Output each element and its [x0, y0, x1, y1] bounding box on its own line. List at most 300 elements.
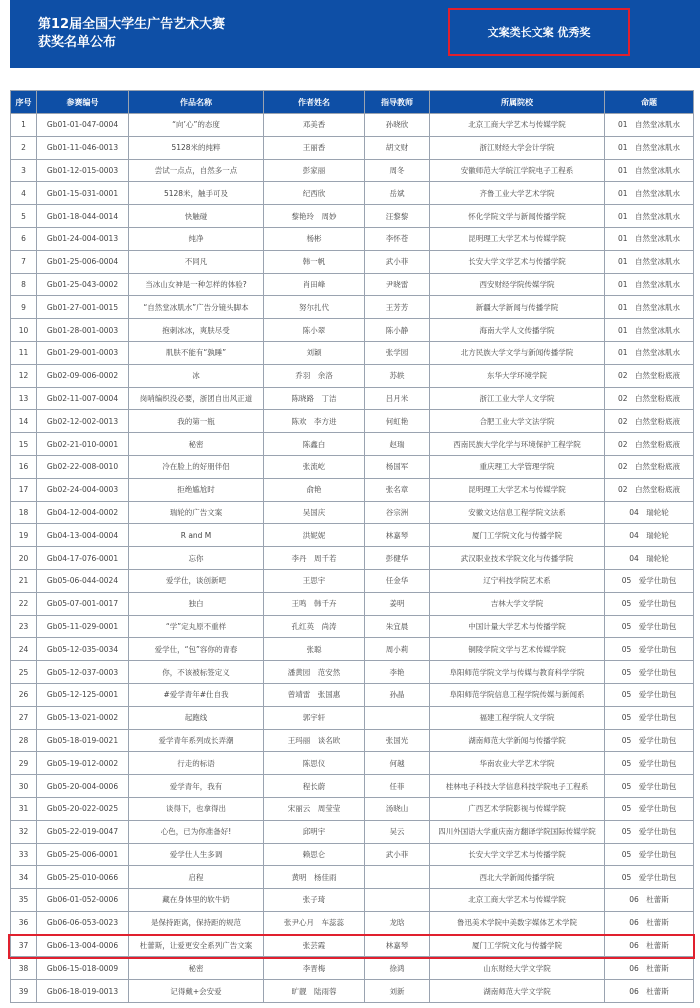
cell-entry-id: Gb02-24-004-0003: [37, 478, 129, 501]
cell-index: 11: [11, 341, 37, 364]
cell-school: 西南民族大学化学与环境保护工程学院: [430, 433, 605, 456]
table-row: [11, 661, 694, 684]
cell-entry-id: Gb04-13-004-0004: [37, 524, 129, 547]
cell-advisor: 尹晓雷: [365, 273, 430, 296]
cell-school: 昆明理工大学艺术与传媒学院: [430, 478, 605, 501]
cell-school: 浙江财经大学会计学院: [430, 136, 605, 159]
cell-work-title: 不同凡: [129, 250, 264, 273]
cell-author: 杨彬: [264, 227, 365, 250]
cell-topic: 05 爱学仕助包: [605, 843, 694, 866]
cell-entry-id: Gb05-25-010-0066: [37, 866, 129, 889]
cell-advisor: 彭健华: [365, 547, 430, 570]
cell-school: 湖南师范大学文学院: [430, 980, 605, 1003]
cell-work-title: 爱学青年系列成长弄潮: [129, 729, 264, 752]
cell-topic: 04 瑞轮轮: [605, 524, 694, 547]
table-row: [11, 114, 694, 137]
cell-topic: 02 白然堂粉底液: [605, 455, 694, 478]
table-row-highlighted: [11, 934, 694, 957]
cell-school: 齐鲁工业大学艺术学院: [430, 182, 605, 205]
cell-advisor: 吕月米: [365, 387, 430, 410]
cell-topic: 01 自然堂冰肌水: [605, 319, 694, 342]
column-header-index: 序号: [11, 91, 37, 114]
table-row: [11, 455, 694, 478]
cell-school: 北京工商大学艺术与传媒学院: [430, 889, 605, 912]
cell-advisor: 姜明: [365, 592, 430, 615]
cell-index: 34: [11, 866, 37, 889]
cell-author: 潘黄园 范安然: [264, 661, 365, 684]
cell-school: 怀化学院文学与新闻传播学院: [430, 205, 605, 228]
cell-topic: 01 自然堂冰肌水: [605, 114, 694, 137]
cell-author: 陈思仪: [264, 752, 365, 775]
cell-entry-id: Gb06-15-018-0009: [37, 957, 129, 980]
table-row: [11, 341, 694, 364]
cell-school: 西北大学新闻传播学院: [430, 866, 605, 889]
cell-work-title: “学”定丸原不重样: [129, 615, 264, 638]
cell-author: 刘颖: [264, 341, 365, 364]
cell-work-title: 藏在身体里的软牛奶: [129, 889, 264, 912]
cell-entry-id: Gb05-20-022-0025: [37, 797, 129, 820]
cell-author: 张流屹: [264, 455, 365, 478]
cell-entry-id: Gb02-22-008-0010: [37, 455, 129, 478]
cell-school: 四川外国语大学重庆南方翻译学院国际传媒学院: [430, 820, 605, 843]
cell-index: 17: [11, 478, 37, 501]
cell-work-title: 瑞轮的广告文案: [129, 501, 264, 524]
cell-author: 陈小翠: [264, 319, 365, 342]
cell-author: 李丹 周千若: [264, 547, 365, 570]
cell-index: 28: [11, 729, 37, 752]
table-row: [11, 433, 694, 456]
cell-work-title: 我的第一瓶: [129, 410, 264, 433]
table-row: [11, 136, 694, 159]
cell-topic: 02 白然堂粉底液: [605, 478, 694, 501]
cell-work-title: 行走的标语: [129, 752, 264, 775]
column-header-author: 作者姓名: [264, 91, 365, 114]
cell-advisor: 胡文财: [365, 136, 430, 159]
cell-work-title: 抱刺冰冰，爽肤尽受: [129, 319, 264, 342]
cell-entry-id: Gb04-17-076-0001: [37, 547, 129, 570]
cell-index: 25: [11, 661, 37, 684]
cell-work-title: 尝试一点点，自然多一点: [129, 159, 264, 182]
cell-advisor: 周小莉: [365, 638, 430, 661]
cell-entry-id: Gb01-29-001-0003: [37, 341, 129, 364]
cell-advisor: 林嘉琴: [365, 934, 430, 957]
cell-advisor: 谷宗洲: [365, 501, 430, 524]
cell-work-title: 秘密: [129, 433, 264, 456]
cell-topic: 02 白然堂粉底液: [605, 433, 694, 456]
cell-topic: 01 自然堂冰肌水: [605, 250, 694, 273]
cell-advisor: [365, 889, 430, 912]
cell-index: 36: [11, 911, 37, 934]
cell-entry-id: Gb01-28-001-0003: [37, 319, 129, 342]
column-header-work-title: 作品名称: [129, 91, 264, 114]
table-row: [11, 182, 694, 205]
cell-index: 1: [11, 114, 37, 137]
cell-entry-id: Gb05-12-035-0034: [37, 638, 129, 661]
cell-advisor: 苏轶: [365, 364, 430, 387]
column-header-school: 所属院校: [430, 91, 605, 114]
cell-entry-id: Gb05-13-021-0002: [37, 706, 129, 729]
cell-school: 合肥工业大学文法学院: [430, 410, 605, 433]
winners-table: [10, 90, 694, 1003]
cell-topic: 01 自然堂冰肌水: [605, 341, 694, 364]
cell-topic: 01 自然堂冰肌水: [605, 296, 694, 319]
cell-work-title: 5128米的纯粹: [129, 136, 264, 159]
cell-work-title: #爱学青年#仕自我: [129, 683, 264, 706]
cell-school: 浙江工业大学人文学院: [430, 387, 605, 410]
table-row: [11, 843, 694, 866]
cell-author: 努尔扎代: [264, 296, 365, 319]
cell-author: 王丽香: [264, 136, 365, 159]
table-row: [11, 410, 694, 433]
cell-author: 旷靓 陆雨蓉: [264, 980, 365, 1003]
cell-work-title: 忘你: [129, 547, 264, 570]
column-header-advisor: 指导教师: [365, 91, 430, 114]
cell-school: 安徽师范大学皖江学院电子工程系: [430, 159, 605, 182]
cell-school: 长安大学文学艺术与传播学院: [430, 843, 605, 866]
cell-index: 32: [11, 820, 37, 843]
column-header-topic: 命题: [605, 91, 694, 114]
cell-work-title: 5128米，触手可及: [129, 182, 264, 205]
cell-work-title: 记得戴+会安爱: [129, 980, 264, 1003]
cell-advisor: 任金华: [365, 569, 430, 592]
cell-entry-id: Gb05-19-012-0002: [37, 752, 129, 775]
cell-school: 阜阳师范学院信息工程学院传媒与新闻系: [430, 683, 605, 706]
cell-advisor: 陈小静: [365, 319, 430, 342]
cell-school: 吉林大学文学院: [430, 592, 605, 615]
cell-author: 李晋梅: [264, 957, 365, 980]
cell-advisor: 李艳: [365, 661, 430, 684]
cell-entry-id: Gb05-12-037-0003: [37, 661, 129, 684]
cell-index: 12: [11, 364, 37, 387]
cell-author: 张芸霞: [264, 934, 365, 957]
cell-work-title: 启程: [129, 866, 264, 889]
cell-topic: 02 白然堂粉底液: [605, 364, 694, 387]
cell-author: 邱明宇: [264, 820, 365, 843]
cell-author: 王玛丽 谈名欧: [264, 729, 365, 752]
cell-author: 宋丽云 周莹莹: [264, 797, 365, 820]
cell-advisor: 任菲: [365, 775, 430, 798]
cell-author: 黎艳玲 周妙: [264, 205, 365, 228]
cell-topic: 04 瑞轮轮: [605, 501, 694, 524]
cell-entry-id: Gb05-18-019-0021: [37, 729, 129, 752]
cell-advisor: 岳斌: [365, 182, 430, 205]
cell-topic: 05 爱学仕助包: [605, 615, 694, 638]
cell-topic: 05 爱学仕助包: [605, 775, 694, 798]
table-row: [11, 615, 694, 638]
cell-topic: 01 自然堂冰肌水: [605, 159, 694, 182]
cell-author: 孔红英 尚涛: [264, 615, 365, 638]
cell-advisor: 孙晶: [365, 683, 430, 706]
cell-index: 2: [11, 136, 37, 159]
cell-school: 新疆大学新闻与传播学院: [430, 296, 605, 319]
cell-author: 肖田峰: [264, 273, 365, 296]
cell-school: 西安财经学院传媒学院: [430, 273, 605, 296]
cell-entry-id: Gb05-07-001-0017: [37, 592, 129, 615]
table-row: [11, 250, 694, 273]
cell-school: 厦门工学院文化与传播学院: [430, 934, 605, 957]
cell-entry-id: Gb06-01-052-0006: [37, 889, 129, 912]
cell-topic: 06 杜蕾斯: [605, 889, 694, 912]
cell-advisor: 王芳芳: [365, 296, 430, 319]
cell-advisor: 何虹艳: [365, 410, 430, 433]
cell-advisor: [365, 866, 430, 889]
cell-index: 35: [11, 889, 37, 912]
cell-advisor: 孙晓欣: [365, 114, 430, 137]
cell-entry-id: Gb04-12-004-0002: [37, 501, 129, 524]
cell-work-title: “向’心”的态度: [129, 114, 264, 137]
table-row: [11, 227, 694, 250]
cell-advisor: 张学园: [365, 341, 430, 364]
table-row: [11, 159, 694, 182]
cell-school: 中国计量大学艺术与传播学院: [430, 615, 605, 638]
table-row: [11, 205, 694, 228]
cell-index: 30: [11, 775, 37, 798]
cell-topic: 05 爱学仕助包: [605, 638, 694, 661]
cell-topic: 05 爱学仕助包: [605, 661, 694, 684]
cell-school: 厦门工学院文化与传播学院: [430, 524, 605, 547]
cell-work-title: 爱学仕，谈创新吧: [129, 569, 264, 592]
cell-author: 王鸣 韩千卉: [264, 592, 365, 615]
header-banner: [10, 0, 700, 68]
cell-school: 福建工程学院人文学院: [430, 706, 605, 729]
cell-index: 29: [11, 752, 37, 775]
cell-index: 14: [11, 410, 37, 433]
cell-entry-id: Gb01-15-031-0001: [37, 182, 129, 205]
cell-topic: 06 杜蕾斯: [605, 957, 694, 980]
cell-entry-id: Gb06-18-019-0013: [37, 980, 129, 1003]
cell-work-title: 心色，已为你准备好!: [129, 820, 264, 843]
cell-advisor: 刘新: [365, 980, 430, 1003]
cell-author: 王思宇: [264, 569, 365, 592]
column-header-entry-id: 参赛编号: [37, 91, 129, 114]
cell-school: 广西艺术学院影视与传媒学院: [430, 797, 605, 820]
cell-advisor: 赵瑞: [365, 433, 430, 456]
cell-advisor: 徐鸿: [365, 957, 430, 980]
table-row: [11, 501, 694, 524]
cell-topic: 05 爱学仕助包: [605, 729, 694, 752]
cell-topic: 01 自然堂冰肌水: [605, 227, 694, 250]
cell-entry-id: Gb05-12-125-0001: [37, 683, 129, 706]
cell-author: 韩一帆: [264, 250, 365, 273]
table-row: [11, 889, 694, 912]
cell-author: 黄明 杨佳雨: [264, 866, 365, 889]
table-row: [11, 911, 694, 934]
table-row: [11, 319, 694, 342]
cell-topic: 05 爱学仕助包: [605, 706, 694, 729]
cell-entry-id: Gb02-11-007-0004: [37, 387, 129, 410]
cell-advisor: 李怀苍: [365, 227, 430, 250]
cell-index: 31: [11, 797, 37, 820]
cell-index: 20: [11, 547, 37, 570]
table-row: [11, 752, 694, 775]
cell-advisor: 武小菲: [365, 843, 430, 866]
cell-work-title: R and M: [129, 524, 264, 547]
cell-work-title: 爱学青年，我有: [129, 775, 264, 798]
cell-school: 华南农业大学艺术学院: [430, 752, 605, 775]
cell-topic: 05 爱学仕助包: [605, 866, 694, 889]
cell-index: 27: [11, 706, 37, 729]
cell-work-title: 秘密: [129, 957, 264, 980]
cell-advisor: 张国光: [365, 729, 430, 752]
cell-work-title: 纯净: [129, 227, 264, 250]
cell-entry-id: Gb01-18-044-0014: [37, 205, 129, 228]
cell-advisor: 周冬: [365, 159, 430, 182]
cell-entry-id: Gb01-11-046-0013: [37, 136, 129, 159]
cell-advisor: 汪黎黎: [365, 205, 430, 228]
cell-entry-id: Gb01-24-004-0013: [37, 227, 129, 250]
cell-entry-id: Gb05-20-004-0006: [37, 775, 129, 798]
table-body: [11, 114, 694, 1003]
table-row: [11, 683, 694, 706]
cell-advisor: 汤晓山: [365, 797, 430, 820]
cell-entry-id: Gb05-22-019-0047: [37, 820, 129, 843]
table-row: [11, 478, 694, 501]
cell-index: 15: [11, 433, 37, 456]
cell-author: 张聪: [264, 638, 365, 661]
cell-author: 彭家丽: [264, 159, 365, 182]
cell-school: 重庆理工大学管理学院: [430, 455, 605, 478]
cell-topic: 05 爱学仕助包: [605, 797, 694, 820]
page-title-line1: 第12届全国大学生广告艺术大赛: [38, 17, 226, 32]
cell-entry-id: Gb02-21-010-0001: [37, 433, 129, 456]
table-row: [11, 364, 694, 387]
cell-index: 33: [11, 843, 37, 866]
cell-topic: 02 白然堂粉底液: [605, 410, 694, 433]
cell-entry-id: Gb06-06-053-0023: [37, 911, 129, 934]
cell-work-title: 当冰山女神是一种怎样的体验?: [129, 273, 264, 296]
cell-school: 阜阳师范学院文学与传媒与教育科学学院: [430, 661, 605, 684]
cell-work-title: 冷在脸上的好朋伴侣: [129, 455, 264, 478]
cell-topic: 05 爱学仕助包: [605, 683, 694, 706]
cell-author: 程长蔚: [264, 775, 365, 798]
cell-advisor: 龙晗: [365, 911, 430, 934]
cell-index: 6: [11, 227, 37, 250]
cell-author: 俞艳: [264, 478, 365, 501]
cell-advisor: 何越: [365, 752, 430, 775]
cell-work-title: 爱学仕人生多调: [129, 843, 264, 866]
cell-index: 5: [11, 205, 37, 228]
table-row: [11, 273, 694, 296]
cell-school: 桂林电子科技大学信息科技学院电子工程系: [430, 775, 605, 798]
cell-index: 38: [11, 957, 37, 980]
cell-advisor: [365, 706, 430, 729]
cell-index: 22: [11, 592, 37, 615]
cell-school: 安徽文达信息工程学院文法系: [430, 501, 605, 524]
cell-work-title: 谈得下，也拿得出: [129, 797, 264, 820]
cell-work-title: 冰: [129, 364, 264, 387]
cell-index: 16: [11, 455, 37, 478]
cell-topic: 01 自然堂冰肌水: [605, 136, 694, 159]
cell-author: 陈鑫白: [264, 433, 365, 456]
cell-advisor: 杨国军: [365, 455, 430, 478]
cell-school: 北方民族大学文学与新闻传播学院: [430, 341, 605, 364]
cell-school: 山东财经大学文学院: [430, 957, 605, 980]
cell-index: 10: [11, 319, 37, 342]
cell-school: 武汉职业技术学院文化与传播学院: [430, 547, 605, 570]
cell-index: 8: [11, 273, 37, 296]
cell-work-title: 是保持距离，保持距的规范: [129, 911, 264, 934]
table-row: [11, 797, 694, 820]
cell-topic: 05 爱学仕助包: [605, 569, 694, 592]
cell-entry-id: Gb01-25-043-0002: [37, 273, 129, 296]
cell-author: 纪西欣: [264, 182, 365, 205]
cell-entry-id: Gb06-13-004-0006: [37, 934, 129, 957]
cell-topic: 06 杜蕾斯: [605, 911, 694, 934]
cell-author: 陈欢 李方进: [264, 410, 365, 433]
cell-index: 18: [11, 501, 37, 524]
cell-work-title: 独白: [129, 592, 264, 615]
table-row: [11, 980, 694, 1003]
cell-entry-id: Gb02-12-002-0013: [37, 410, 129, 433]
cell-school: 长安大学文学艺术与传播学院: [430, 250, 605, 273]
cell-advisor: 吴云: [365, 820, 430, 843]
award-category-label: 文案类长文案 优秀奖: [448, 8, 630, 56]
table-row: [11, 638, 694, 661]
cell-work-title: 杜蕾斯，让爱更安全系列广告文案: [129, 934, 264, 957]
cell-index: 39: [11, 980, 37, 1003]
cell-work-title: 你，不该被标签定义: [129, 661, 264, 684]
page-title-line2: 获奖名单公布: [38, 35, 117, 50]
cell-author: 曾靖雷 张国惠: [264, 683, 365, 706]
cell-author: 乔羽 余洛: [264, 364, 365, 387]
cell-work-title: 岗哨编织没必要，浙团自出风正道: [129, 387, 264, 410]
cell-author: 张子琦: [264, 889, 365, 912]
table-row: [11, 820, 694, 843]
cell-topic: 05 爱学仕助包: [605, 820, 694, 843]
cell-advisor: 张名章: [365, 478, 430, 501]
cell-topic: 02 白然堂粉底液: [605, 387, 694, 410]
winners-table-container: [10, 90, 693, 1003]
cell-topic: 01 自然堂冰肌水: [605, 182, 694, 205]
cell-work-title: 拒绝尴尬时: [129, 478, 264, 501]
cell-index: 3: [11, 159, 37, 182]
cell-entry-id: Gb01-25-006-0004: [37, 250, 129, 273]
cell-school: 湖南师范大学新闻与传播学院: [430, 729, 605, 752]
cell-author: 吴国庆: [264, 501, 365, 524]
cell-advisor: 朱宜晨: [365, 615, 430, 638]
table-header-row: [11, 91, 694, 114]
cell-school: 铜陵学院文学与艺术传媒学院: [430, 638, 605, 661]
cell-entry-id: Gb02-09-006-0002: [37, 364, 129, 387]
table-row: [11, 296, 694, 319]
cell-index: 13: [11, 387, 37, 410]
page-title: [38, 16, 225, 52]
cell-author: 张尹心月 车蕊蕊: [264, 911, 365, 934]
cell-author: 郭宇轩: [264, 706, 365, 729]
cell-topic: 06 杜蕾斯: [605, 980, 694, 1003]
cell-entry-id: Gb01-12-015-0003: [37, 159, 129, 182]
cell-entry-id: Gb01-27-001-0015: [37, 296, 129, 319]
cell-index: 24: [11, 638, 37, 661]
cell-school: 昆明理工大学艺术与传媒学院: [430, 227, 605, 250]
cell-entry-id: Gb05-11-029-0001: [37, 615, 129, 638]
cell-entry-id: Gb05-06-044-0024: [37, 569, 129, 592]
cell-topic: 05 爱学仕助包: [605, 592, 694, 615]
cell-topic: 01 自然堂冰肌水: [605, 273, 694, 296]
cell-work-title: 起跑线: [129, 706, 264, 729]
cell-topic: 04 瑞轮轮: [605, 547, 694, 570]
cell-author: 赖思仑: [264, 843, 365, 866]
cell-school: 海南大学人文传播学院: [430, 319, 605, 342]
cell-index: 21: [11, 569, 37, 592]
cell-index: 23: [11, 615, 37, 638]
cell-work-title: 快触碰: [129, 205, 264, 228]
cell-advisor: 武小菲: [365, 250, 430, 273]
table-row: [11, 387, 694, 410]
cell-school: 辽宁科技学院艺术系: [430, 569, 605, 592]
cell-entry-id: Gb01-01-047-0004: [37, 114, 129, 137]
cell-school: 北京工商大学艺术与传媒学院: [430, 114, 605, 137]
